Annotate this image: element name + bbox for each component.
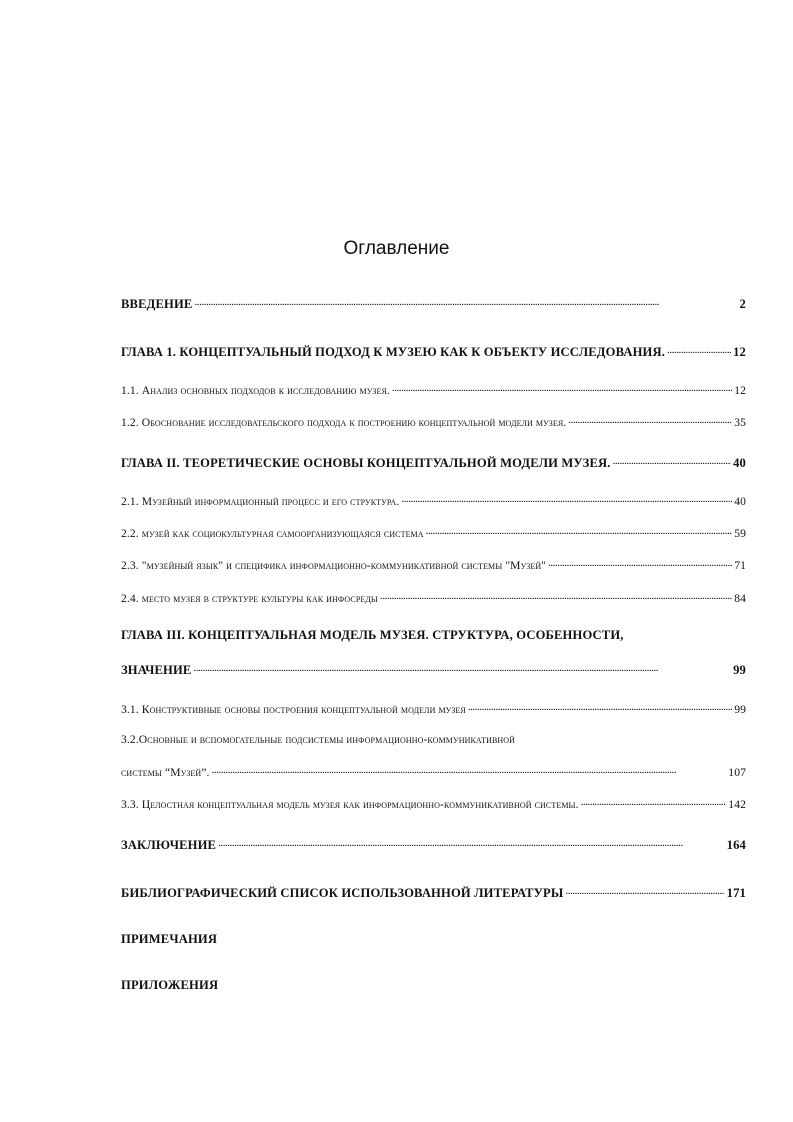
toc-appendices[interactable]: ПРИЛОЖЕНИЯ <box>121 978 219 992</box>
dot-leader <box>667 343 731 356</box>
toc-section-3-2[interactable] <box>121 764 746 779</box>
dot-leader <box>380 590 732 602</box>
toc-entry-label: 2.4. место музея в структуре культуры как инфосреды <box>121 591 379 605</box>
toc-page-number: 59 <box>734 526 746 540</box>
toc-page-number: 71 <box>734 558 746 572</box>
toc-entry-label: 3.3. Целостная концептуальная модель музея как информационно-коммуникативной системы. <box>121 797 579 811</box>
toc-introduction[interactable] <box>121 295 746 312</box>
toc-entry-label: ЗНАЧЕНИЕ <box>121 662 192 677</box>
toc-entry-label: ГЛАВА 1. КОНЦЕПТУАЛЬНЫЙ ПОДХОД К МУЗЕЮ КАК К ОБЪЕКТУ ИССЛЕДОВАНИЯ. <box>121 344 666 359</box>
toc-page-number: 40 <box>733 455 746 470</box>
dot-leader <box>193 661 731 674</box>
toc-conclusion[interactable] <box>121 836 746 853</box>
toc-notes[interactable]: ПРИМЕЧАНИЯ <box>121 932 218 946</box>
toc-page-number: 99 <box>734 702 746 716</box>
dot-leader <box>194 295 737 308</box>
toc-page-number: 107 <box>728 765 746 779</box>
toc-page-number: 164 <box>726 837 746 852</box>
toc-section-3-2-line1[interactable] <box>121 733 746 746</box>
toc-page-number: 142 <box>728 797 746 811</box>
dot-leader <box>468 701 732 713</box>
toc-entry-label: 1.2. Обоснование исследовательского подхода к построению концептуальной модели музея. <box>121 415 567 429</box>
toc-entry-label: ВВЕДЕНИЕ <box>121 296 193 311</box>
dot-leader <box>568 414 732 426</box>
toc-entry-label: 2.2. музей как социокультурная самоорганизующаяся система <box>121 526 424 540</box>
toc-page-number: 12 <box>734 383 746 397</box>
toc-bibliography[interactable] <box>121 884 746 901</box>
toc-section-2-2[interactable] <box>121 525 746 540</box>
toc-page-number: 35 <box>734 415 746 429</box>
toc-section-3-1[interactable] <box>121 701 746 716</box>
dot-leader <box>218 836 725 849</box>
toc-section-2-4[interactable] <box>121 590 746 605</box>
toc-entry-label: 1.1. Анализ основных подходов к исследованию музея. <box>121 383 390 397</box>
toc-entry-label: БИБЛИОГРАФИЧЕСКИЙ СПИСОК ИСПОЛЬЗОВАННОЙ ЛИТЕРАТУРЫ <box>121 885 564 900</box>
toc-page-number: 40 <box>734 494 746 508</box>
toc-section-1-2[interactable] <box>121 414 746 429</box>
dot-leader <box>212 764 727 776</box>
dot-leader <box>581 796 727 808</box>
toc-page-number: 2 <box>739 296 746 311</box>
toc-page-number: 99 <box>733 662 746 677</box>
dot-leader <box>401 493 732 505</box>
toc-chapter-1[interactable] <box>121 343 746 360</box>
toc-chapter-2[interactable] <box>121 454 746 471</box>
toc-page-number: 171 <box>726 885 746 900</box>
toc-entry-label: ГЛАВА II. ТЕОРЕТИЧЕСКИЕ ОСНОВЫ КОНЦЕПТУАЛЬНОЙ МОДЕЛИ МУЗЕЯ. <box>121 455 611 470</box>
toc-entry-label: ЗАКЛЮЧЕНИЕ <box>121 837 217 852</box>
toc-page-number: 84 <box>734 591 746 605</box>
toc-chapter-3-line1[interactable]: ГЛАВА III. КОНЦЕПТУАЛЬНАЯ МОДЕЛЬ МУЗЕЯ. СТРУКТУРА, ОСОБЕННОСТИ, <box>121 628 624 642</box>
toc-entry-label: 3.2.Основные и вспомогательные подсистемы информационно-коммуникативной <box>121 733 516 746</box>
toc-section-2-1[interactable] <box>121 493 746 508</box>
toc-page-number: 12 <box>733 344 746 359</box>
toc-section-3-3[interactable] <box>121 796 746 811</box>
toc-section-1-1[interactable] <box>121 382 746 397</box>
dot-leader <box>426 525 733 537</box>
toc-entry-label: 2.1. Музейный информационный процесс и его структура. <box>121 494 400 508</box>
toc-section-2-3[interactable] <box>121 557 746 572</box>
dot-leader <box>392 382 732 394</box>
dot-leader <box>548 557 732 569</box>
dot-leader <box>565 884 724 897</box>
toc-entry-label: 3.1. Конструктивные основы построения концептуальной модели музея <box>121 702 466 716</box>
toc-entry-label: 2.3. "музейный язык" и специфика информационно-коммуникативной системы "Музей" <box>121 558 547 572</box>
page-title: Оглавление <box>343 238 450 259</box>
toc-entry-label: системы “Музей”. <box>121 765 210 779</box>
toc-chapter-3[interactable] <box>121 661 746 678</box>
dot-leader <box>613 454 732 467</box>
